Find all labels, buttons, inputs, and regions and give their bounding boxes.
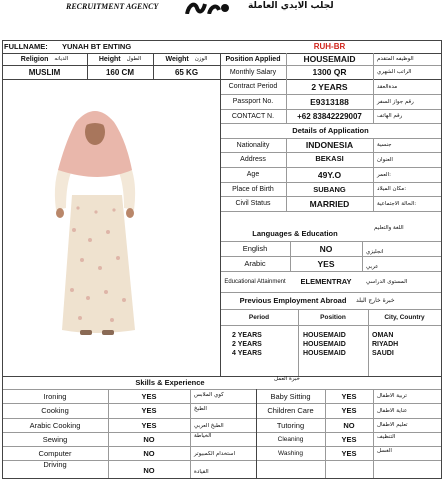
weight-label: Weight الوزن xyxy=(165,55,208,63)
employment-city: SAUDI xyxy=(372,350,394,357)
applicant-photo xyxy=(40,100,150,340)
age-value: 49Y.O xyxy=(317,169,342,180)
passport-value: E9313188 xyxy=(310,96,349,107)
skill-computer-ar: استخدام الكمبيوتر xyxy=(194,451,236,457)
birthplace-label: Place of Birth xyxy=(232,185,274,193)
skill-washing-label: Washing xyxy=(277,449,304,457)
skill-cleaning-ar: التنظيف xyxy=(377,434,396,440)
employment-position: HOUSEMAID xyxy=(303,341,346,348)
skill-children-care-ar: عناية الاطفال xyxy=(377,407,408,414)
skill-arabic-cooking-label: Arabic Cooking xyxy=(29,420,81,430)
contact-ar: رقم الهاتف xyxy=(377,113,403,119)
arabic-label: Arabic xyxy=(244,259,266,268)
education-ar: المستوى الدراسي xyxy=(366,278,408,285)
arabic-value: YES xyxy=(317,258,335,269)
contract-value: 2 YEARS xyxy=(311,81,348,92)
age-label: Age xyxy=(246,171,260,178)
skill-washing-value: YES xyxy=(341,448,357,458)
education-value: ELEMENTRAY xyxy=(300,277,352,286)
contact-label: CONTACT N. xyxy=(231,112,275,120)
skill-cleaning-value: YES xyxy=(341,434,357,444)
civil-status-value: MARRIED xyxy=(309,198,350,209)
english-ar: انجليزي xyxy=(366,248,384,255)
skill-baby-sitting-value: YES xyxy=(341,391,357,401)
english-value: NO xyxy=(319,243,333,254)
skill-cooking-value: YES xyxy=(141,406,157,415)
skill-sewing-value: NO xyxy=(143,434,155,444)
fullname-value: YUNAH BT ENTING xyxy=(62,42,132,51)
age-ar: العمر: xyxy=(377,171,391,178)
skill-cooking-ar: الطبخ xyxy=(194,406,207,412)
employment-city: OMAN xyxy=(372,332,394,339)
skill-computer-label: Computer xyxy=(38,448,72,458)
employment-ar: خبرة خارج البلد xyxy=(356,297,395,304)
skill-arabic-cooking-value: YES xyxy=(141,420,157,430)
contract-label: Contract Period xyxy=(228,83,278,90)
address-ar: العنوان xyxy=(377,156,393,163)
skill-cooking-label: Cooking xyxy=(41,406,69,415)
employment-period: 2 YEARS xyxy=(232,341,262,348)
birthplace-ar: مكان الميلاد: xyxy=(377,186,407,192)
position-applied-label: Position Applied xyxy=(225,55,281,63)
header-strip xyxy=(0,0,442,33)
salary-label: Monthly Salary xyxy=(229,68,277,76)
religion-label: Religion الديانه xyxy=(20,55,69,63)
civil-status-label: Civil Status xyxy=(235,200,271,207)
languages-ar: اللغة والتعليم xyxy=(374,225,404,231)
skill-ironing-value: YES xyxy=(141,391,157,401)
position-applied-ar: الوظيفه المتقدم xyxy=(377,56,414,62)
nationality-label: Nationality xyxy=(236,141,270,149)
employment-position: HOUSEMAID xyxy=(303,332,346,339)
skill-cleaning-label: Cleaning xyxy=(277,435,304,443)
education-label: Educational Attainment xyxy=(224,278,286,285)
nationality-ar: جنسية xyxy=(377,142,392,148)
height-label: Height الطول xyxy=(98,55,142,63)
employment-header-period: Period xyxy=(248,313,270,321)
skill-tutoring-ar: تعليم الاطفال xyxy=(377,422,408,428)
address-label: Address xyxy=(240,156,266,163)
employment-header-position: Position xyxy=(320,313,346,321)
skill-sewing-label: Sewing xyxy=(42,434,68,444)
employment-city: RIYADH xyxy=(372,341,399,348)
arabic-ar: عربي xyxy=(366,263,379,270)
fullname-label: FULLNAME: xyxy=(4,42,48,51)
languages-title: Languages & Education xyxy=(252,229,338,238)
agency-text: RECRUITMENT AGENCY xyxy=(66,2,159,11)
skill-ironing-ar: كوي الملابس xyxy=(194,392,224,398)
employment-city-list xyxy=(372,331,398,358)
english-label: English xyxy=(242,244,268,253)
employment-position: HOUSEMAID xyxy=(303,350,346,357)
religion-value: MUSLIM xyxy=(28,67,61,77)
skill-baby-sitting-ar: تربية الاطفال xyxy=(377,393,407,399)
passport-label: Passport No. xyxy=(232,98,274,105)
employment-period: 4 YEARS xyxy=(232,350,262,357)
skill-children-care-label: Children Care xyxy=(267,406,314,415)
employment-position-list xyxy=(303,331,346,358)
agency-logo xyxy=(183,0,231,14)
skill-arabic-cooking-ar: الطبخ العربي xyxy=(194,423,224,429)
employment-title: Previous Employment Abroad xyxy=(239,296,347,305)
skill-driving-ar: القيادة xyxy=(194,469,209,475)
arabic-slogan: لجلب الايدي العاملة xyxy=(248,1,334,11)
applicant-code: RUH-BR xyxy=(313,42,346,51)
salary-ar: الراتب الشهري xyxy=(377,69,412,75)
birthplace-value: SUBANG xyxy=(313,184,346,194)
position-applied-value: HOUSEMAID xyxy=(303,54,356,64)
skill-computer-value: NO xyxy=(143,448,155,458)
weight-value: 65 KG xyxy=(174,67,199,77)
employment-header-city: City, Country xyxy=(384,313,425,321)
skill-tutoring-label: Tutoring xyxy=(276,420,305,430)
passport-ar: رقم جواز السفر xyxy=(377,98,414,105)
skills-title: Skills & Experience xyxy=(135,378,205,387)
contract-ar: مدةالعقد xyxy=(377,83,398,90)
skill-driving-label: Driving xyxy=(43,460,67,469)
skill-driving-value: NO xyxy=(143,465,155,475)
skill-washing-ar: الغسل xyxy=(377,448,392,454)
skill-ironing-label: Ironing xyxy=(43,391,67,401)
skill-sewing-ar: الخياطة xyxy=(194,433,212,439)
details-title: Details of Application xyxy=(292,126,369,135)
skill-tutoring-value: NO xyxy=(343,420,355,430)
salary-value: 1300 QR xyxy=(312,67,347,77)
skill-children-care-value: YES xyxy=(341,406,357,415)
skills-ar: خبرة العمل xyxy=(274,376,300,382)
address-value: BEKASI xyxy=(315,154,344,163)
civil-status-ar: الحالة الاجتماعية: xyxy=(377,200,417,207)
height-value: 160 CM xyxy=(105,67,134,77)
skill-baby-sitting-label: Baby Sitting xyxy=(270,391,311,401)
contact-value: +62 83842229007 xyxy=(297,111,362,121)
nationality-value: INDONESIA xyxy=(305,140,354,150)
employment-period-list xyxy=(232,331,262,358)
employment-period: 2 YEARS xyxy=(232,332,262,339)
